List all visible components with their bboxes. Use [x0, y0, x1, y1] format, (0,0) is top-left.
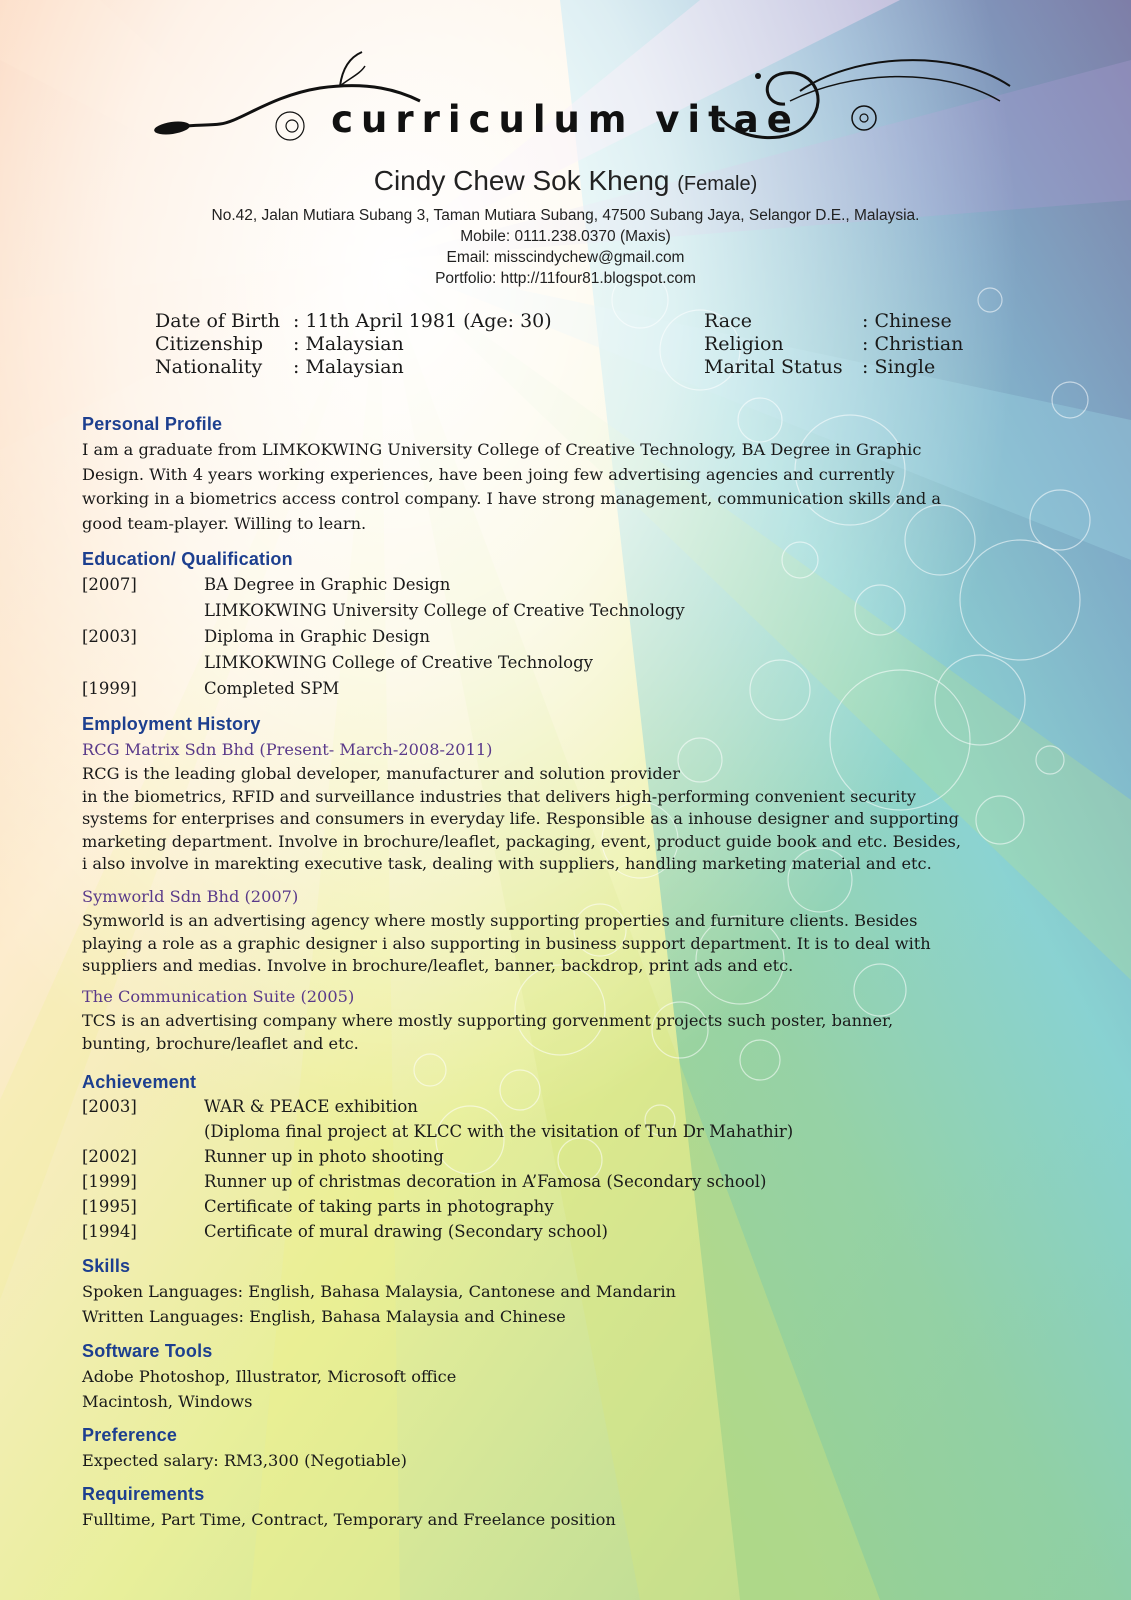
- achievement-year: [1999]: [82, 1172, 137, 1191]
- achievement-row: [82, 1097, 418, 1116]
- marital-label: Marital Status: [704, 356, 843, 378]
- candidate-name: [0, 165, 1131, 197]
- software-line: Macintosh, Windows: [82, 1391, 253, 1411]
- education-year: [2003]: [82, 627, 137, 646]
- citizenship-label: Citizenship: [155, 333, 264, 355]
- citizenship-value: : Malaysian: [293, 333, 404, 355]
- job-description: [82, 910, 1052, 978]
- achievement-text: Runner up of christmas decoration in A’Famosa (Secondary school): [204, 1172, 767, 1191]
- job-line: marketing department. Involve in brochure/leaflet, packaging, event, product guide book and etc. Besides,: [82, 831, 961, 851]
- email-line[interactable]: Email: misscindychew@gmail.com: [446, 249, 685, 266]
- preference-line: Expected salary: RM3,300 (Negotiable): [82, 1451, 407, 1470]
- religion-value: : Christian: [862, 333, 964, 355]
- profile-line: Design. With 4 years working experiences, have been joing few advertising agencies and currently: [82, 464, 895, 484]
- section-heading-education: Education/ Qualification: [82, 549, 293, 569]
- nationality-label: Nationality: [155, 356, 263, 378]
- marital-value: : Single: [862, 356, 936, 378]
- requirements-text: [82, 1508, 1052, 1533]
- education-row: [82, 653, 593, 672]
- education-text: LIMKOKWING University College of Creative Technology: [204, 601, 685, 620]
- job-line: i also involve in marekting executive task, dealing with suppliers, handling marketing material and etc.: [82, 854, 932, 874]
- education-text: BA Degree in Graphic Design: [204, 575, 451, 594]
- section-heading-software: Software Tools: [82, 1341, 213, 1361]
- document-title: curriculum vitae: [331, 98, 800, 141]
- section-heading-preference: Preference: [82, 1425, 178, 1445]
- dob-label: Date of Birth: [155, 310, 280, 332]
- requirements-line: Fulltime, Part Time, Contract, Temporary and Freelance position: [82, 1510, 616, 1529]
- achievement-year: [1995]: [82, 1197, 137, 1216]
- achievement-text: WAR & PEACE exhibition: [204, 1097, 418, 1116]
- achievement-row: [82, 1147, 444, 1166]
- achievement-year: [2003]: [82, 1097, 137, 1116]
- section-heading-achievement: Achievement: [82, 1072, 197, 1092]
- achievement-row: [82, 1197, 554, 1216]
- profile-line: I am a graduate from LIMKOKWING University College of Creative Technology, BA Degree in Graphic: [82, 440, 922, 459]
- company-name: RCG Matrix Sdn Bhd (Present- March-2008-2011): [82, 740, 493, 759]
- education-row: [82, 627, 430, 646]
- achievement-row: [82, 1122, 793, 1141]
- skills-line: Written Languages: English, Bahasa Malaysia and Chinese: [82, 1306, 566, 1326]
- achievement-text: Runner up in photo shooting: [204, 1147, 444, 1166]
- achievement-text: (Diploma final project at KLCC with the visitation of Tun Dr Mahathir): [204, 1122, 794, 1141]
- job-line: RCG is the leading global developer, manufacturer and solution provider: [82, 764, 680, 783]
- education-year: [2007]: [82, 575, 137, 594]
- achievement-row: [82, 1172, 766, 1191]
- job-line: in the biometrics, RFID and surveillance industries that delivers high-performing convenient security: [82, 786, 917, 806]
- preference-text: [82, 1449, 1052, 1474]
- gender-text: (Female): [677, 173, 758, 195]
- achievement-text: Certificate of mural drawing (Secondary school): [204, 1222, 608, 1241]
- profile-text: [82, 438, 1052, 536]
- achievement-year: [1994]: [82, 1222, 137, 1241]
- company-name: Symworld Sdn Bhd (2007): [82, 887, 299, 906]
- job-line: systems for enterprises and consumers in everyday life. Responsible as a inhouse designer and supporting: [82, 809, 960, 829]
- nationality-value: : Malaysian: [293, 356, 404, 378]
- profile-line: working in a biometrics access control company. I have strong management, communication skills and a: [82, 489, 941, 508]
- job-line: playing a role as a graphic designer i also supporting in business support department. It is to deal with: [82, 933, 931, 953]
- software-text: [82, 1365, 1052, 1414]
- job-line: Symworld is an advertising agency where mostly supporting properties and furniture clients. Besides: [82, 911, 918, 930]
- education-row: [82, 575, 450, 594]
- education-row: [82, 601, 685, 620]
- address-line: No.42, Jalan Mutiara Subang 3, Taman Mutiara Subang, 47500 Subang Jaya, Selangor D.E., Malaysia.: [211, 207, 920, 224]
- section-heading-employment: Employment History: [82, 714, 261, 734]
- education-text: Completed SPM: [204, 679, 340, 698]
- education-row: [82, 679, 339, 698]
- mobile-line: Mobile: 0111.238.0370 (Maxis): [460, 228, 671, 245]
- section-heading-requirements: Requirements: [82, 1484, 205, 1504]
- company-name: The Communication Suite (2005): [82, 987, 355, 1006]
- achievement-year: [2002]: [82, 1147, 137, 1166]
- achievement-row: [82, 1222, 608, 1241]
- name-text: Cindy Chew Sok Kheng: [373, 165, 670, 196]
- religion-label: Religion: [704, 333, 784, 355]
- job-line: bunting, brochure/leaflet and etc.: [82, 1033, 359, 1053]
- portfolio-line[interactable]: Portfolio: http://11four81.blogspot.com: [435, 270, 696, 287]
- skills-text: [82, 1280, 1052, 1329]
- education-text: Diploma in Graphic Design: [204, 627, 430, 646]
- skills-line: Spoken Languages: English, Bahasa Malaysia, Cantonese and Mandarin: [82, 1282, 676, 1301]
- education-year: [1999]: [82, 679, 137, 698]
- software-line: Adobe Photoshop, Illustrator, Microsoft office: [82, 1367, 457, 1386]
- job-description: [82, 1010, 1052, 1055]
- dob-value: : 11th April 1981 (Age: 30): [293, 310, 552, 332]
- section-heading-profile: Personal Profile: [82, 414, 223, 434]
- job-line: suppliers and medias. Involve in brochure/leaflet, banner, backdrop, print ads and etc.: [82, 956, 794, 976]
- race-value: : Chinese: [862, 310, 952, 332]
- job-line: TCS is an advertising company where mostly supporting gorvenment projects such poster, banner,: [82, 1011, 894, 1030]
- education-text: LIMKOKWING College of Creative Technology: [204, 653, 593, 672]
- section-heading-skills: Skills: [82, 1256, 131, 1276]
- profile-line: good team-player. Willing to learn.: [82, 513, 367, 533]
- race-label: Race: [704, 310, 752, 332]
- job-description: [82, 763, 1052, 876]
- achievement-text: Certificate of taking parts in photography: [204, 1197, 554, 1216]
